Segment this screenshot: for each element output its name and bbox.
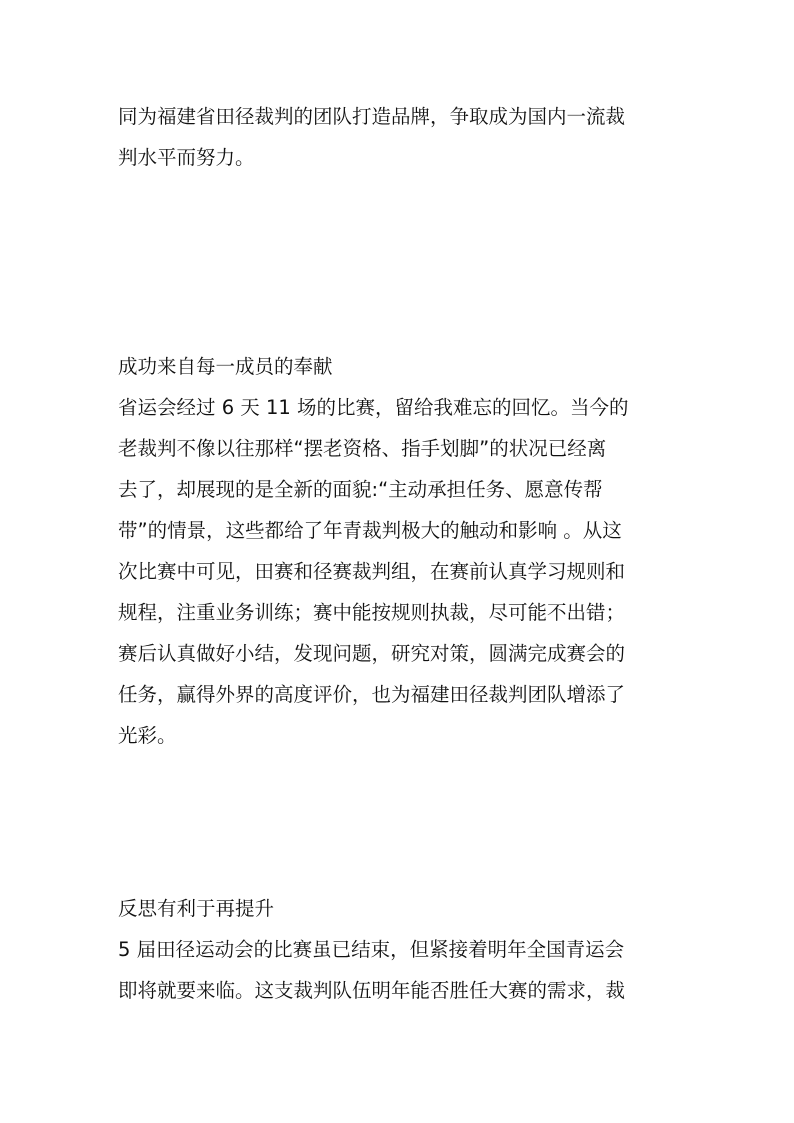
paragraph-line: 老裁判不像以往那样“摆老资格、指手划脚”的状况已经离 [118,437,607,460]
section-heading: 成功来自每一成员的奉献 [118,355,333,378]
paragraph-line: 省运会经过 6 天 11 场的比赛，留给我难忘的回忆。当今的 [118,396,629,419]
paragraph-line: 光彩。 [118,724,177,747]
paragraph-line: 同为福建省田径裁判的团队打造品牌，争取成为国内一流裁 [118,105,626,128]
paragraph-line: 赛后认真做好小结，发现问题，研究对策，圆满完成赛会的 [118,642,626,665]
paragraph-line: 判水平而努力。 [118,146,255,169]
paragraph-line: 规程，注重业务训练；赛中能按规则执裁，尽可能不出错； [118,601,626,624]
paragraph-line: 次比赛中可见，田赛和径赛裁判组，在赛前认真学习规则和 [118,560,626,583]
paragraph-line: 5 届田径运动会的比赛虽已结束，但紧接着明年全国青运会 [118,938,625,961]
paragraph-line: 即将就要来临。这支裁判队伍明年能否胜任大赛的需求，裁 [118,979,626,1002]
paragraph-line: 任务，赢得外界的高度评价，也为福建田径裁判团队增添了 [118,683,626,706]
paragraph-line: 去了，却展现的是全新的面貌:“主动承担任务、愿意传帮 [118,478,603,501]
section-heading: 反思有利于再提升 [118,897,275,920]
paragraph-line: 带”的情景，这些都给了年青裁判极大的触动和影响 。从这 [118,519,622,542]
